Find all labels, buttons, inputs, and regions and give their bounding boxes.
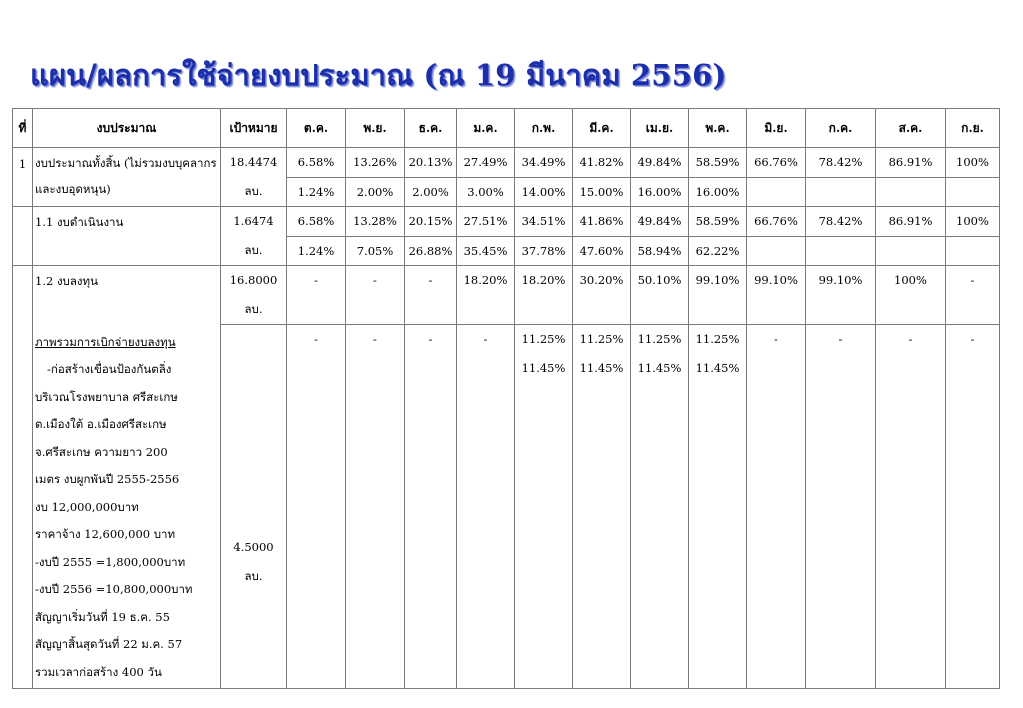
mid-value: 11.45% <box>695 361 740 375</box>
detail-line: เมตร งบผูกพันปี 2555-2556 <box>35 472 180 486</box>
plan-cell: 30.20% <box>573 266 631 325</box>
mid-value: 11.45% <box>579 361 624 375</box>
actual-cell: 14.00% <box>515 177 573 207</box>
target-cell <box>221 148 287 207</box>
plan-cell: 100% <box>876 266 946 325</box>
detail-line: สัญญาสิ้นสุดวันที่ 22 ม.ค. 57 <box>35 637 183 651</box>
plan-cell: 27.51% <box>457 207 515 237</box>
plan-cell: - <box>405 266 457 325</box>
actual-cell <box>806 177 876 207</box>
plan-cell: 20.15% <box>405 207 457 237</box>
actual-cell: 15.00% <box>573 177 631 207</box>
table-row <box>13 148 1000 178</box>
progress-cell <box>806 325 876 689</box>
plan-cell: 18.20% <box>515 266 573 325</box>
header-cell: ธ.ค. <box>405 109 457 148</box>
row-number: 1 <box>13 148 33 207</box>
actual-cell: 62.22% <box>689 236 747 266</box>
detail-line: -งบปี 2555 =1,800,000บาท <box>35 554 186 569</box>
page-title: แผน/ผลการใช้จ่ายงบประมาณ (ณ 19 มีนาคม 2556) <box>30 58 727 92</box>
plan-cell: 6.58% <box>287 148 346 178</box>
budget-name: งบประมาณทั้งสิ้น (ไม่รวมงบบุคลากรและงบอุดหนุน) <box>33 148 221 207</box>
progress-cell <box>946 325 1000 689</box>
table-row <box>13 325 1000 689</box>
progress-cell <box>876 325 946 689</box>
plan-cell: 99.10% <box>689 266 747 325</box>
target-unit: ลบ. <box>244 568 263 583</box>
header-cell: ม.ค. <box>457 109 515 148</box>
top-value: 11.25% <box>521 332 566 346</box>
actual-cell: 16.00% <box>631 177 689 207</box>
row-number <box>13 207 33 266</box>
target-cell <box>221 266 287 325</box>
detail-line: บริเวณโรงพยาบาล ศรีสะเกษ <box>35 389 178 404</box>
row-number <box>13 266 33 689</box>
plan-cell: 58.59% <box>689 148 747 178</box>
header-cell: เป้าหมาย <box>221 109 287 148</box>
progress-cell <box>405 325 457 689</box>
target-value: 16.8000 <box>229 273 278 287</box>
plan-cell: - <box>946 266 1000 325</box>
plan-cell: 6.58% <box>287 207 346 237</box>
actual-cell <box>876 177 946 207</box>
mid-value: - <box>774 332 778 346</box>
header-cell: ก.ค. <box>806 109 876 148</box>
header-cell: มี.ค. <box>573 109 631 148</box>
actual-cell: 3.00% <box>457 177 515 207</box>
mid-value: - <box>908 332 913 346</box>
project-detail <box>33 325 221 689</box>
mid-value: - <box>483 332 488 346</box>
plan-cell: 66.76% <box>747 148 806 178</box>
plan-cell: 100% <box>946 148 1000 178</box>
progress-cell <box>515 325 573 689</box>
plan-cell: 86.91% <box>876 207 946 237</box>
plan-cell: 20.13% <box>405 148 457 178</box>
actual-cell: 2.00% <box>405 177 457 207</box>
progress-cell <box>457 325 515 689</box>
plan-cell: 27.49% <box>457 148 515 178</box>
plan-cell: - <box>287 266 346 325</box>
target-unit: ลบ. <box>244 302 263 316</box>
header-cell: ที่ <box>13 109 33 148</box>
actual-cell: 2.00% <box>346 177 405 207</box>
detail-line: -งบปี 2556 =10,800,000บาท <box>35 582 193 596</box>
progress-cell <box>573 325 631 689</box>
mid-value: 11.45% <box>637 361 682 375</box>
table-row <box>13 207 1000 237</box>
detail-line: -ก่อสร้างเขื่อนป้องกันตลิ่ง <box>47 362 172 376</box>
top-value: 11.25% <box>695 332 740 346</box>
actual-cell: 26.88% <box>405 236 457 266</box>
actual-cell <box>747 236 806 266</box>
header-cell: มิ.ย. <box>747 109 806 148</box>
actual-cell: 1.24% <box>287 236 346 266</box>
plan-cell: 41.86% <box>573 207 631 237</box>
actual-cell <box>946 177 1000 207</box>
detail-line: ต.เมืองใต้ อ.เมืองศรีสะเกษ <box>35 417 167 431</box>
plan-cell: 49.84% <box>631 148 689 178</box>
target-cell <box>221 207 287 266</box>
actual-cell: 7.05% <box>346 236 405 266</box>
plan-cell: 78.42% <box>806 207 876 237</box>
target-cell <box>221 325 287 689</box>
plan-cell: 86.91% <box>876 148 946 178</box>
target-value: 18.4474 <box>229 155 278 169</box>
plan-cell: 100% <box>946 207 1000 237</box>
header-cell: ต.ค. <box>287 109 346 148</box>
header-cell: พ.ย. <box>346 109 405 148</box>
detail-line: งบ 12,000,000บาท <box>35 499 139 514</box>
mid-value: - <box>314 332 318 346</box>
progress-cell <box>631 325 689 689</box>
plan-cell: 50.10% <box>631 266 689 325</box>
progress-cell <box>287 325 346 689</box>
plan-cell: 49.84% <box>631 207 689 237</box>
budget-table <box>12 108 1000 689</box>
mid-value: - <box>838 332 843 346</box>
actual-cell: 37.78% <box>515 236 573 266</box>
progress-cell <box>747 325 806 689</box>
progress-cell <box>346 325 405 689</box>
top-value: 11.25% <box>637 332 682 346</box>
mid-value: - <box>373 332 377 346</box>
detail-line: ราคาจ้าง 12,600,000 บาท <box>35 527 176 541</box>
budget-name: 1.2 งบลงทุน <box>33 266 221 325</box>
plan-cell: 78.42% <box>806 148 876 178</box>
detail-line: สัญญาเริ่มวันที่ 19 ธ.ค. 55 <box>35 609 170 624</box>
actual-cell: 47.60% <box>573 236 631 266</box>
plan-cell: 13.28% <box>346 207 405 237</box>
actual-cell: 16.00% <box>689 177 747 207</box>
plan-cell: 58.59% <box>689 207 747 237</box>
mid-value: - <box>428 332 433 346</box>
header-cell: ส.ค. <box>876 109 946 148</box>
progress-cell <box>689 325 747 689</box>
target-value: 1.6474 <box>233 214 274 228</box>
actual-cell: 1.24% <box>287 177 346 207</box>
project-heading: ภาพรวมการเบิกจ่ายงบลงทุน <box>35 334 176 349</box>
header-cell: ก.พ. <box>515 109 573 148</box>
plan-cell: 99.10% <box>806 266 876 325</box>
header-cell: งบประมาณ <box>33 109 221 148</box>
plan-cell: 34.49% <box>515 148 573 178</box>
actual-cell <box>876 236 946 266</box>
header-cell: ก.ย. <box>946 109 1000 148</box>
target-value: 4.5000 <box>233 539 274 554</box>
mid-value: 11.45% <box>521 361 566 375</box>
top-value: 11.25% <box>579 332 624 346</box>
header-cell: พ.ค. <box>689 109 747 148</box>
actual-cell: 58.94% <box>631 236 689 266</box>
plan-cell: - <box>346 266 405 325</box>
target-unit: ลบ. <box>244 243 263 257</box>
plan-cell: 66.76% <box>747 207 806 237</box>
plan-cell: 34.51% <box>515 207 573 237</box>
actual-cell <box>946 236 1000 266</box>
plan-cell: 99.10% <box>747 266 806 325</box>
actual-cell <box>806 236 876 266</box>
budget-name: 1.1 งบดำเนินงาน <box>33 207 221 266</box>
mid-value: - <box>970 332 975 346</box>
target-unit: ลบ. <box>244 184 263 198</box>
detail-line: รวมเวลาก่อสร้าง 400 วัน <box>35 664 162 679</box>
header-cell: เม.ย. <box>631 109 689 148</box>
actual-cell <box>747 177 806 207</box>
plan-cell: 41.82% <box>573 148 631 178</box>
detail-line: จ.ศรีสะเกษ ความยาว 200 <box>35 444 168 459</box>
plan-cell: 18.20% <box>457 266 515 325</box>
table-row <box>13 266 1000 325</box>
actual-cell: 35.45% <box>457 236 515 266</box>
header-row <box>13 109 1000 148</box>
plan-cell: 13.26% <box>346 148 405 178</box>
